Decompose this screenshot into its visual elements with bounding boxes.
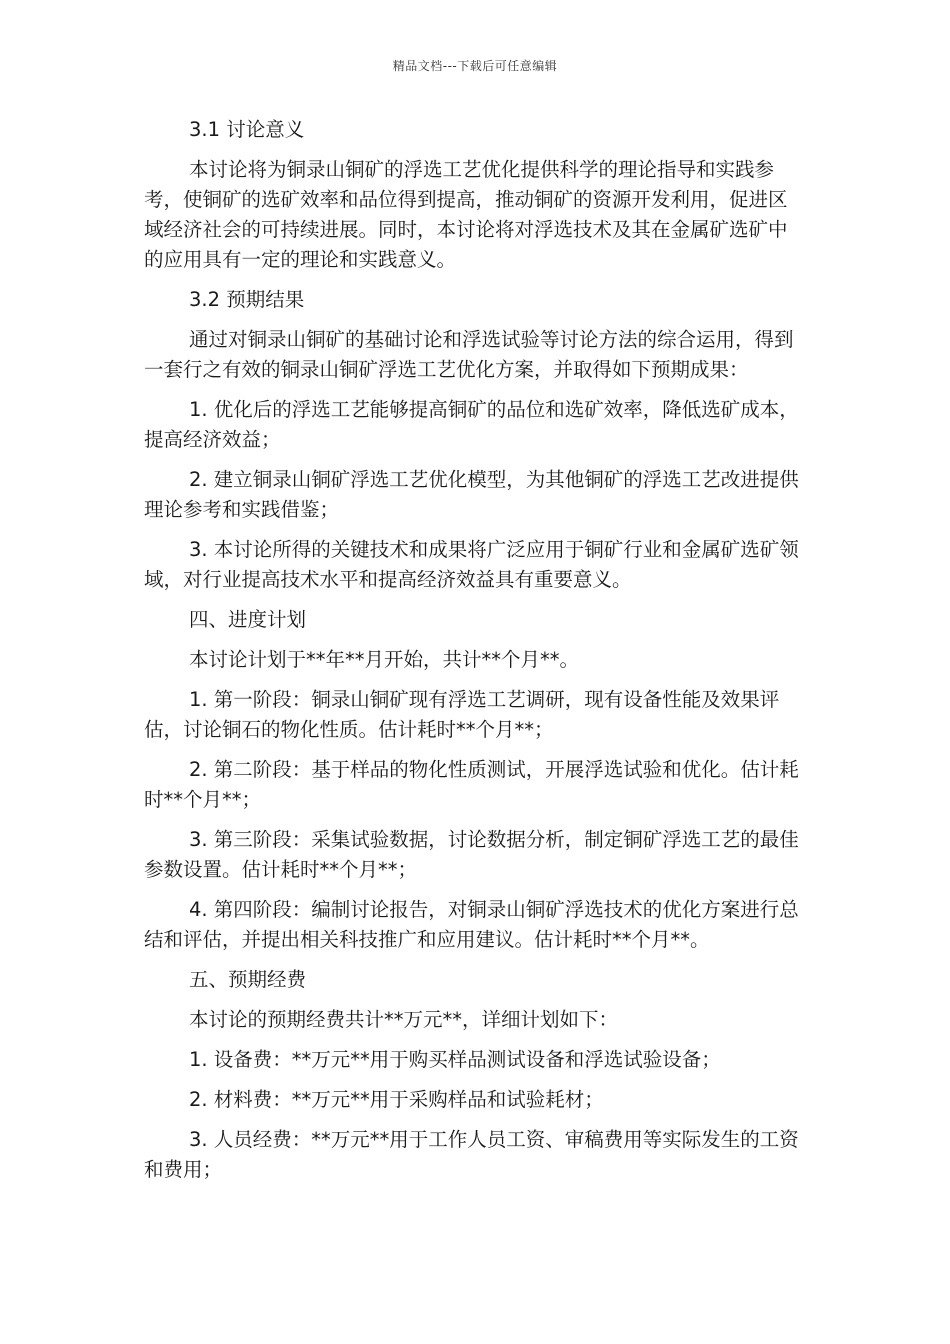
list-item: 1. 第一阶段：铜录山铜矿现有浮选工艺调研，现有设备性能及效果评估，讨论铜石的物化性质。估计耗时**个月**； (144, 688, 780, 741)
section-paragraph-4: 本讨论计划于**年**月开始，共计**个月**。 (189, 648, 580, 671)
section-heading-3-1: 3.1 讨论意义 (189, 118, 305, 141)
list-item: 3. 第三阶段：采集试验数据，讨论数据分析，制定铜矿浮选工艺的最佳参数设置。估计耗时**个月**； (144, 828, 799, 881)
section-paragraph-3-2: 通过对铜录山铜矿的基础讨论和浮选试验等讨论方法的综合运用，得到一套行之有效的铜录山铜矿浮选工艺优化方案，并取得如下预期成果： (144, 328, 794, 381)
section-heading-4: 四、进度计划 (189, 608, 307, 631)
list-item: 1. 优化后的浮选工艺能够提高铜矿的品位和选矿效率，降低选矿成本，提高经济效益； (144, 398, 799, 451)
list-item: 1. 设备费：**万元**用于购买样品测试设备和浮选试验设备； (189, 1048, 721, 1071)
list-item: 2. 材料费：**万元**用于采购样品和试验耗材； (189, 1088, 604, 1111)
list-item: 3. 本讨论所得的关键技术和成果将广泛应用于铜矿行业和金属矿选矿领域，对行业提高技术水平和提高经济效益具有重要意义。 (144, 538, 799, 591)
list-item: 2. 第二阶段：基于样品的物化性质测试，开展浮选试验和优化。估计耗时**个月**； (144, 758, 799, 811)
section-heading-3-2: 3.2 预期结果 (189, 288, 305, 311)
section-paragraph-5: 本讨论的预期经费共计**万元**，详细计划如下： (189, 1008, 619, 1031)
list-item: 3. 人员经费：**万元**用于工作人员工资、审稿费用等实际发生的工资和费用； (144, 1128, 799, 1181)
page-header: 精品文档---下载后可任意编辑 (392, 59, 558, 73)
section-paragraph-3-1: 本讨论将为铜录山铜矿的浮选工艺优化提供科学的理论指导和实践参考，使铜矿的选矿效率和品位得到提高，推动铜矿的资源开发利用，促进区域经济社会的可持续进展。同时，本讨论将对浮选技术及其在金属矿选矿中的应用具有一定的理论和实践意义。 (144, 158, 788, 271)
list-item: 2. 建立铜录山铜矿浮选工艺优化模型，为其他铜矿的浮选工艺改进提供理论参考和实践借鉴； (144, 468, 799, 521)
list-item: 4. 第四阶段：编制讨论报告，对铜录山铜矿浮选技术的优化方案进行总结和评估，并提出相关科技推广和应用建议。估计耗时**个月**。 (144, 898, 799, 951)
section-heading-5: 五、预期经费 (189, 968, 307, 991)
document-body (144, 115, 800, 1195)
